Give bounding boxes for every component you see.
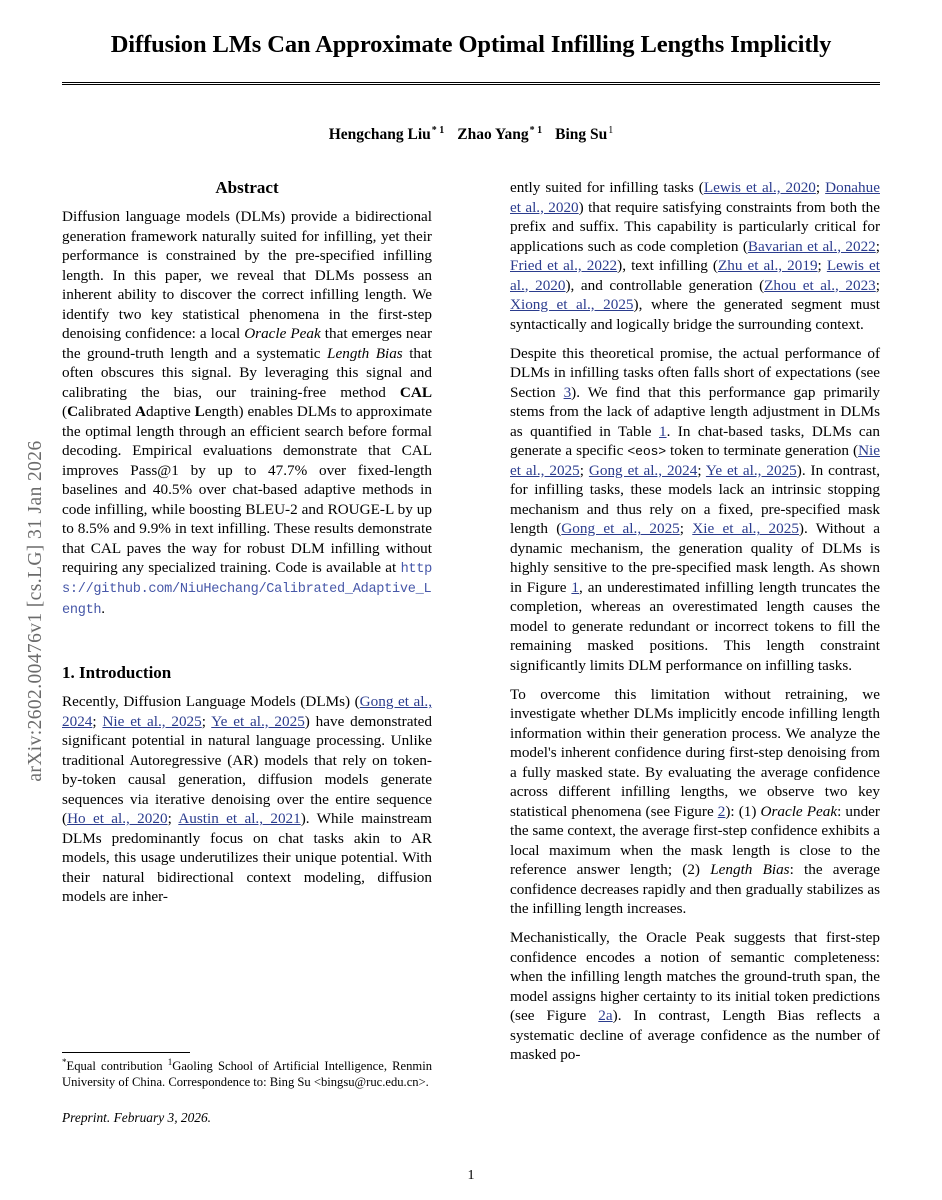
author-entry	[457, 126, 542, 143]
abstract-text-6: .	[101, 599, 106, 617]
cal-l: L	[194, 403, 205, 420]
footnote-text	[62, 1058, 432, 1090]
rp3-text-4: : the average confidence decreases rapidly and then gradually stabilizes as the infilling length increases.	[510, 861, 881, 918]
rp2-text-2: ). We find that this performance gap primarily stems from the lack of adaptive length adjustment in DLMs as quantified in Table	[510, 383, 880, 440]
abstract-text-1: Diffusion language models (DLMs) provide a bidirectional generation framework naturally suited for infilling, yet their performance is constrained by the pre-specified infilling length. In this paper, we reveal that DLMs possess an inherent ability to discover the correct infilling length. We identify two key statistical phenomena in the first-step denoising confidence: a local	[62, 208, 432, 342]
term-length-bias: Length Bias	[327, 344, 403, 362]
rp2-text-7: ). In contrast, for infilling tasks, these models lack an intrinsic stopping mechanism and thus rely on a fixed, pre-specified mask length (	[510, 461, 881, 538]
author-entry	[555, 126, 613, 143]
rp2-text-4: token to terminate generation (	[665, 442, 859, 459]
citation-xie-2025[interactable]: Xie et al., 2025	[692, 520, 799, 538]
author-list	[62, 125, 880, 145]
cal-daptive: daptive	[146, 403, 195, 420]
abstract-paragraph	[62, 207, 432, 619]
cal-c: C	[67, 403, 79, 420]
citation-ye-2025-b[interactable]: Ye et al., 2025	[705, 461, 797, 479]
eos-token: <eos>	[627, 444, 666, 459]
footnote-block	[62, 1052, 432, 1126]
rp4-text-2: ). In contrast, Length Bias reflects a systematic decline of average confidence as the number of masked po-	[510, 1007, 881, 1064]
right-paragraph-2	[510, 344, 880, 676]
abstract-heading: Abstract	[215, 178, 279, 197]
intro-text-6: ). While mainstream DLMs predominantly focus on chat tasks akin to AR models, this usage underutilizes their unique potential. With their natural bidirectional context modeling, diffusion models are inher-	[62, 810, 432, 906]
code-repository-link[interactable]: https://github.com/NiuHechang/Calibrated_Adaptive_Length	[62, 562, 432, 618]
rp1-text-2: ;	[815, 179, 826, 196]
page-number: 1	[467, 1168, 475, 1183]
cal-ength: ength	[204, 403, 239, 420]
term-length-bias-2: Length Bias	[710, 861, 790, 879]
intro-text-4: ) have demonstrated significant potential in natural language processing. Unlike traditional Autoregressive (AR) models that rely on token-by-token causal generation, diffusion models generate sequences via iterative denoising over the entire sequence (	[62, 712, 432, 828]
rp2-text-8: ;	[679, 520, 693, 538]
author-entry	[329, 126, 445, 143]
right-paragraph-4	[510, 928, 880, 1065]
citation-gong-2024[interactable]: Gong et al., 2024	[62, 693, 433, 730]
author-name: Hengchang Liu	[328, 126, 431, 144]
rp1-text-5: ), text infilling (	[617, 257, 718, 274]
right-paragraph-1	[510, 178, 880, 334]
term-cal: CAL	[399, 383, 432, 401]
citation-zhou-2023[interactable]: Zhou et al., 2023	[764, 276, 876, 294]
citation-austin-2021[interactable]: Austin et al., 2021	[178, 810, 301, 828]
page-title: Diffusion LMs Can Approximate Optimal Infilling Lengths Implicitly	[110, 31, 832, 58]
term-oracle-peak-2: Oracle Peak	[760, 802, 838, 820]
term-oracle-peak: Oracle Peak	[244, 325, 321, 342]
cal-alibrated: alibrated	[78, 403, 136, 420]
rp2-text-6: ;	[697, 461, 706, 479]
paper-header	[62, 18, 880, 145]
abstract-text-3: that often obscures this signal. By leveraging this signal and calibrating the bias, our training-free method	[62, 344, 432, 401]
author-name: Bing Su	[555, 126, 608, 144]
rp2-text-9: ). Without a dynamic mechanism, the generation quality of DLMs is highly sensitive to the pre-specified mask length. As shown in Figure	[510, 520, 880, 596]
author-marks: * 1	[431, 125, 445, 137]
footnote-text-2: Gaoling School of Artificial Intelligence, Renmin University of China. Correspondence to: Bing Su <bingsu@ruc.edu.cn>.	[62, 1059, 432, 1090]
abstract-text-2: that emerges near the ground-truth length and a systematic	[62, 325, 433, 362]
right-paragraph-3	[510, 685, 880, 919]
preprint-notice: Preprint. February 3, 2026.	[62, 1110, 212, 1126]
right-column	[510, 178, 880, 1065]
citation-lewis-2020-b[interactable]: Lewis et al., 2020	[510, 257, 880, 294]
abstract-text-5: ) enables DLMs to approximate the optimal length through an efficient search before formal decoding. Empirical evaluations demonstrate that CAL improves Pass@1 by up to 47.7% over fixed-length baselines and 40.5% over chat-based adaptive methods in code infilling, while boosting BLEU-2 and ROUGE-L by up to 8.5% and 9.9% in text infilling. These results demonstrate that CAL paves the way for robust DLM infilling without requiring any specialized training. Code is available at	[62, 403, 432, 576]
citation-gong-2024-b[interactable]: Gong et al., 2024	[588, 461, 698, 479]
rp1-text-1: ently suited for infilling tasks (	[510, 179, 704, 196]
citation-fried-2022[interactable]: Fried et al., 2022	[510, 257, 618, 274]
rp1-text-6: ;	[817, 257, 827, 274]
arxiv-stamp: arXiv:2602.00476v1 [cs.LG] 31 Jan 2026	[25, 440, 46, 782]
abstract-section	[62, 178, 432, 619]
rp1-text-3: ) that require satisfying constraints from both the prefix and suffix. This capability is particularly critical for applications such as code completion (	[510, 198, 881, 255]
left-column	[62, 178, 432, 916]
rp3-text-3: : under the same context, the average first-step confidence exhibits a local maximum when the mask length is close to the reference answer length; (2)	[510, 802, 880, 879]
citation-bavarian-2022[interactable]: Bavarian et al., 2022	[747, 237, 876, 255]
rp2-text-1: Despite this theoretical promise, the actual performance of DLMs in infilling tasks often falls short of expectations (see Section	[510, 344, 880, 401]
section-spacer	[62, 629, 432, 663]
intro-text-5: ;	[167, 810, 179, 828]
rp3-text-1: To overcome this limitation without retraining, we investigate whether DLMs implicitly encode infilling length information within their generation process. We analyze the model's inherent confidence during first-step denoising from a fully masked state. By evaluating the average confidence across different infilling lengths, we observe two key statistical phenomena (see Figure	[510, 685, 880, 820]
title-rule	[62, 82, 880, 86]
rp1-text-9: ), where the generated segment must syntactically and logically bridge the surrounding context.	[510, 296, 880, 333]
author-marks: 1	[608, 125, 614, 137]
rp1-text-8: ;	[875, 276, 880, 294]
author-name: Zhao Yang	[457, 126, 529, 144]
two-column-body	[62, 178, 880, 1078]
author-marks: * 1	[529, 125, 543, 137]
citation-nie-2025[interactable]: Nie et al., 2025	[102, 712, 202, 730]
ref-figure-2a[interactable]: 2a	[598, 1007, 613, 1025]
citation-ho-2020[interactable]: Ho et al., 2020	[67, 810, 168, 828]
rp2-text-5: ;	[579, 461, 589, 479]
rp4-text-1: Mechanistically, the Oracle Peak suggests that first-step confidence encodes a notion of semantic completeness: when the infilling length matches the ground-truth span, the model assigns higher certainty to its initial token predictions (see Figure	[510, 929, 880, 1025]
intro-text-3: ;	[201, 712, 212, 730]
citation-nie-2025-b[interactable]: Nie et al., 2025	[510, 442, 880, 479]
ref-figure-2[interactable]: 2	[717, 802, 726, 820]
citation-lewis-2020[interactable]: Lewis et al., 2020	[703, 179, 816, 196]
footnote-text-1: Equal contribution	[66, 1059, 168, 1073]
rp1-text-4: ;	[875, 237, 880, 255]
cal-a: A	[135, 403, 147, 420]
citation-xiong-2025[interactable]: Xiong et al., 2025	[510, 296, 634, 313]
ref-figure-1[interactable]: 1	[571, 578, 579, 596]
rp1-text-7: ), and controllable generation (	[565, 276, 765, 294]
citation-zhu-2019[interactable]: Zhu et al., 2019	[717, 257, 818, 274]
citation-ye-2025[interactable]: Ye et al., 2025	[211, 712, 305, 730]
ref-table-1[interactable]: 1	[658, 422, 667, 440]
rp2-text-3: . In chat-based tasks, DLMs can generate a specific	[510, 422, 880, 459]
footnote-affiliation-marker: 1	[167, 1056, 173, 1067]
intro-text-2: ;	[92, 712, 103, 730]
ref-section-3[interactable]: 3	[563, 383, 572, 401]
footnote-rule	[62, 1052, 190, 1053]
introduction-paragraph-1	[62, 692, 432, 907]
intro-text-1: Recently, Diffusion Language Models (DLMs) (	[62, 693, 360, 711]
citation-gong-2025[interactable]: Gong et al., 2025	[561, 520, 680, 538]
footnote-star: *	[62, 1056, 67, 1067]
rp3-text-2: ): (1)	[725, 802, 761, 820]
citation-donahue-2020[interactable]: Donahue et al., 2020	[510, 179, 880, 216]
rp2-text-10: , an underestimated infilling length truncates the completion, whereas an overestimated length causes the model to generate redundant or incorrect tokens to fill the remaining masked positions. This length constraint significantly limits DLM performance on infilling tasks.	[510, 578, 880, 674]
abstract-text-4: (	[62, 403, 68, 420]
introduction-heading: 1. Introduction	[62, 662, 172, 682]
